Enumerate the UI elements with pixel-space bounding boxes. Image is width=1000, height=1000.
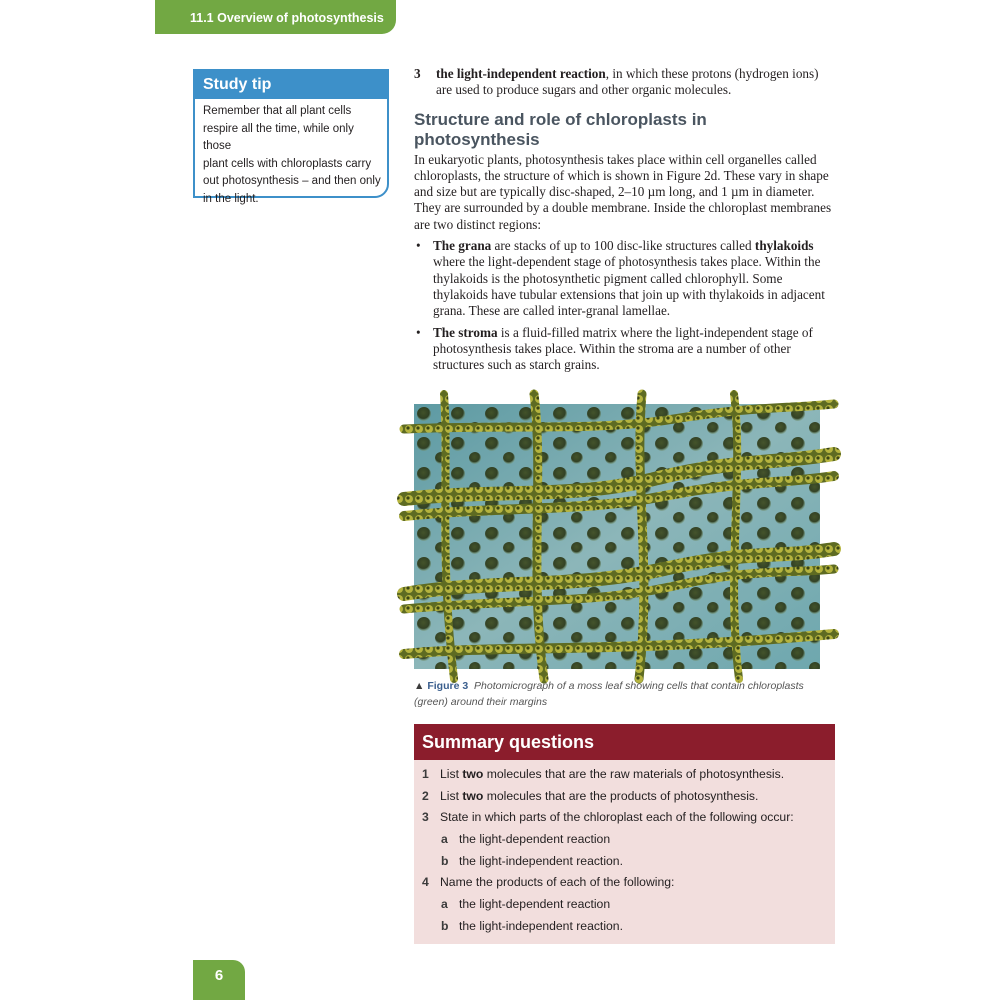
study-tip-title: Study tip xyxy=(195,71,387,99)
question-text: molecules that are the raw materials of photosynthesis. xyxy=(483,767,785,781)
study-tip-line: plant cells with chloroplasts carry xyxy=(203,157,372,170)
question-text: molecules that are the products of photosynthesis. xyxy=(483,788,759,803)
summary-questions-box xyxy=(414,724,835,944)
question-4a xyxy=(414,896,835,918)
study-tip-line: in the light. xyxy=(203,192,259,205)
item-number: 3 xyxy=(414,66,421,81)
study-tip-text xyxy=(195,99,387,208)
question-emphasis: two xyxy=(462,788,484,803)
subquestion-letter: a xyxy=(441,832,448,847)
moss-leaf-photomicrograph xyxy=(414,404,820,669)
question-1 xyxy=(414,766,835,788)
bullet-text: where the light-dependent stage of photosynthesis takes place. Within the thylakoids is the photosynthetic pigment called chlorophyll. Some thylakoids have tubular extensions that join up with thylakoids in adjacent grana. These are called inter-granal lamellae. xyxy=(433,254,825,319)
question-text: List xyxy=(440,767,463,781)
study-tip-line: Remember that all plant cells xyxy=(203,105,352,117)
figure-label: Figure 3 xyxy=(427,680,469,692)
bullet-dot: • xyxy=(416,324,421,340)
question-emphasis: two xyxy=(462,767,484,781)
study-tip-line: respire all the time, while only those xyxy=(203,122,354,152)
bullet-text: is a fluid-filled matrix where the light-independent stage of photosynthesis takes place. Within the stroma are a number of other structures such as starch grains. xyxy=(433,324,813,373)
body-paragraph: In eukaryotic plants, photosynthesis takes place within cell organelles called chloroplasts, the structure of which is shown in Figure 2d. These vary in shape and size but are typically disc-shaped, 2–10 µm long, and 1 µm in diameter. They are surrounded by a double membrane. Inside the chloroplast membranes are two distinct regions: xyxy=(414,151,832,232)
section-header-tab xyxy=(155,0,396,34)
summary-title: Summary questions xyxy=(414,724,835,760)
key-term: The grana xyxy=(433,238,492,254)
key-term: thylakoids xyxy=(754,238,814,254)
question-3b xyxy=(414,853,835,875)
figure-caption xyxy=(414,678,834,710)
main-column xyxy=(414,66,836,373)
study-tip-box xyxy=(193,69,389,205)
question-list xyxy=(414,760,835,940)
page-number: 6 xyxy=(193,960,245,1000)
question-number: 1 xyxy=(422,767,429,781)
question-3 xyxy=(414,809,835,831)
question-4 xyxy=(414,874,835,896)
triangle-icon: ▲ xyxy=(414,680,425,692)
subquestion-letter: a xyxy=(441,897,448,912)
bullet-dot: • xyxy=(416,238,421,254)
subquestion-text: the light-independent reaction. xyxy=(459,853,623,868)
question-number: 3 xyxy=(422,810,429,825)
question-3a xyxy=(414,831,835,853)
subquestion-letter: b xyxy=(441,918,449,933)
subquestion-letter: b xyxy=(441,853,449,868)
question-number: 2 xyxy=(422,788,429,803)
micrograph-image xyxy=(414,404,820,669)
key-term: the light-independent reaction xyxy=(436,66,606,81)
subquestion-text: the light-dependent reaction xyxy=(459,832,611,847)
numbered-item-3 xyxy=(414,66,836,99)
study-tip-line: out photosynthesis – and then only xyxy=(203,175,381,187)
section-heading: Structure and role of chloroplasts in photosynthesis xyxy=(414,109,707,149)
item-text: , in which these protons (hydrogen ions) are used to produce sugars and other organic molecules. xyxy=(436,66,819,98)
question-text: List xyxy=(440,788,463,803)
caption-text: Photomicrograph of a moss leaf showing cells that contain chloroplasts (green) around their margins xyxy=(414,680,804,708)
bullet-grana xyxy=(414,238,836,319)
bullet-text: are stacks of up to 100 disc-like structures called xyxy=(491,238,755,254)
question-text: State in which parts of the chloroplast each of the following occur: xyxy=(440,810,794,825)
question-text: Name the products of each of the following: xyxy=(440,875,675,890)
key-term: The stroma xyxy=(433,324,498,340)
section-title: 11.1 Overview of photosynthesis xyxy=(190,11,384,25)
question-2 xyxy=(414,788,835,810)
subquestion-text: the light-dependent reaction xyxy=(459,897,611,912)
question-4b xyxy=(414,918,835,940)
subquestion-text: the light-independent reaction. xyxy=(459,918,623,933)
question-number: 4 xyxy=(422,875,429,890)
bullet-stroma xyxy=(414,325,836,374)
